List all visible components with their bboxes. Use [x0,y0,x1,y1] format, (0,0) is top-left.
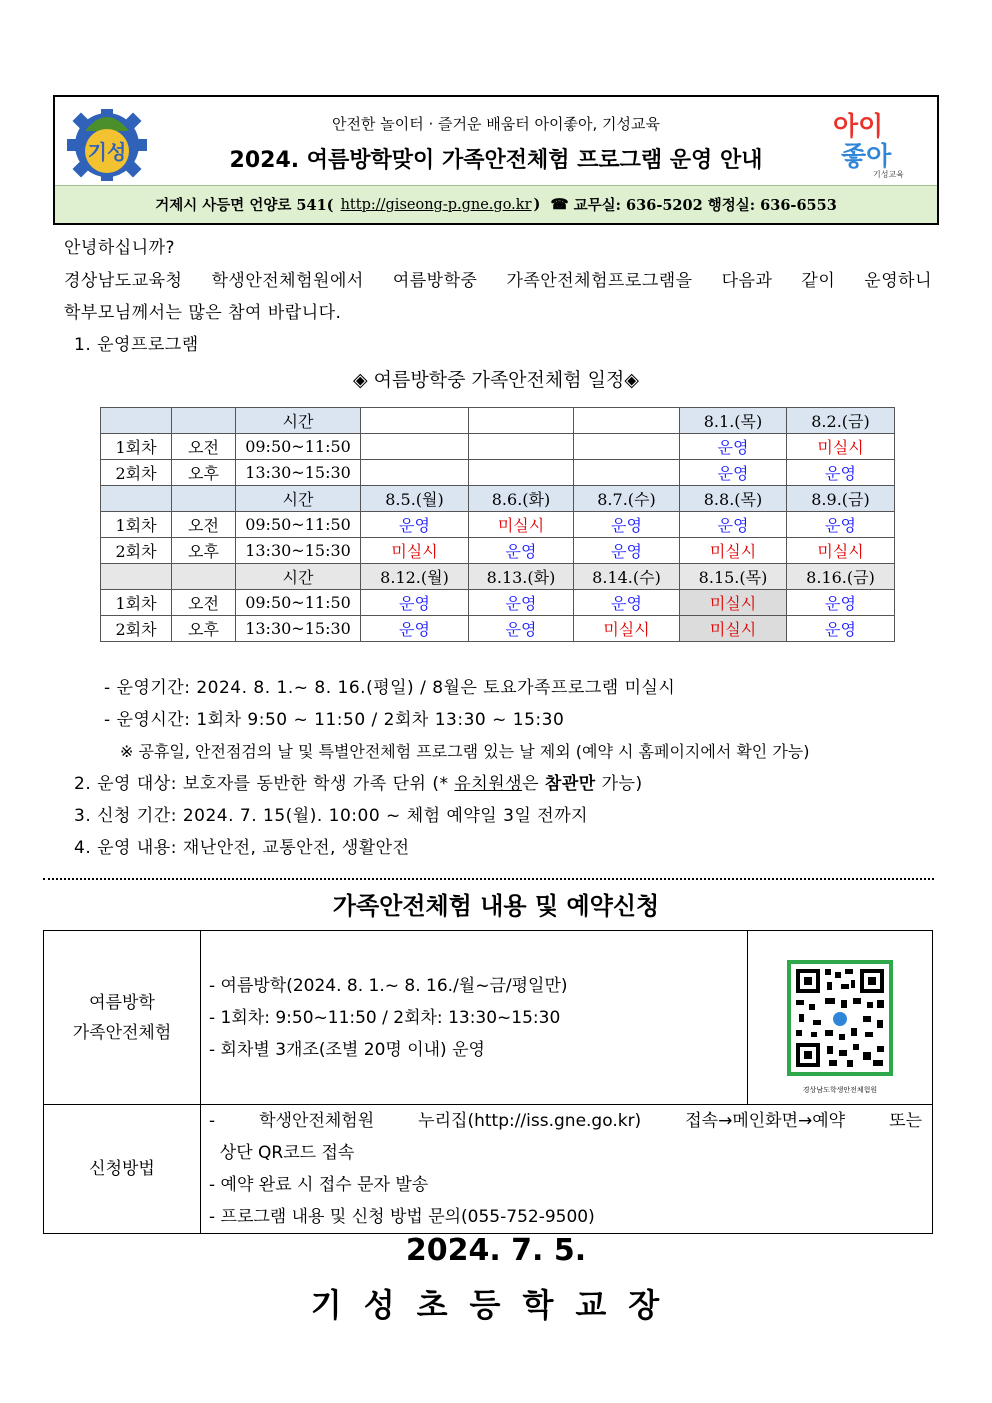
status-cell [361,434,469,460]
schedule-header-blank [172,564,236,590]
school-website-link[interactable]: http://giseong-p.gne.go.kr [340,196,532,213]
session-time: 09:50~11:50 [236,590,361,616]
target-suffix: 가능) [595,774,643,794]
session-session: 2회차 [101,460,172,486]
program-line: - 1회차: 9:50~11:50 / 2회차: 13:30~15:30 [209,1007,561,1028]
date-header: 8.8.(목) [680,486,787,512]
target-mid: 은 [522,774,545,794]
svg-text:기성교육: 기성교육 [873,170,904,179]
method-line: - 학생안전체험원 누리집(http://iss.gne.go.kr) 접속→메인화면→예약 또는 [209,1111,922,1131]
operation-hours: - 운영시간: 1회차 9:50 ~ 11:50 / 2회차 13:30 ~ 15:30 [104,710,565,730]
program-label [44,931,201,1105]
status-cell: 운영 [787,460,895,486]
session-time: 13:30~15:30 [236,460,361,486]
session-time: 13:30~15:30 [236,616,361,642]
status-cell [469,434,574,460]
date-header: 8.15.(목) [680,564,787,590]
date-header [361,408,469,434]
holiday-note: ※ 공휴일, 안전점검의 날 및 특별안전체험 프로그램 있는 날 제외 (예약 시 홈페이지에서 확인 가능) [120,742,810,761]
status-cell: 미실시 [469,512,574,538]
program-line: - 회차별 3개조(조별 20명 이내) 운영 [209,1039,485,1060]
program-details [201,931,748,1105]
address-bar [55,185,937,223]
qr-caption: 경상남도학생안전체험원 [802,1086,878,1094]
status-cell: 미실시 [787,538,895,564]
session-ampm: 오후 [172,616,236,642]
phone-numbers: 교무실: 636-5202 행정실: 636-6553 [573,197,837,214]
target-observe-only: 참관만 [544,774,596,794]
status-cell: 미실시 [680,590,787,616]
application-period: 3. 신청 기간: 2024. 7. 15(월). 10:00 ~ 체험 예약일 3일 전까지 [74,806,589,826]
method-line: - 예약 완료 시 접수 문자 발송 [209,1175,429,1195]
schedule-header-blank [101,408,172,434]
aijoa-logo [833,105,923,181]
status-cell [574,434,680,460]
session-session: 1회차 [101,590,172,616]
status-cell [469,460,574,486]
document-date: 2024. 7. 5. [405,1233,587,1268]
target-line [74,768,643,800]
date-header: 8.9.(금) [787,486,895,512]
method-line: 상단 QR코드 접속 [209,1143,355,1163]
session-ampm: 오후 [172,460,236,486]
principal-signature: 기성초등학교장 [310,1286,682,1324]
schedule-header-row [101,408,895,434]
session-session: 1회차 [101,434,172,460]
reservation-title: 가족안전체험 내용 및 예약신청 [332,892,660,920]
schedule-header-blank [172,486,236,512]
status-cell: 미실시 [680,616,787,642]
status-cell: 미실시 [361,538,469,564]
target-prefix: 2. 운영 대상: 보호자를 동반한 학생 가족 단위 (* [74,774,455,794]
schedule-row [101,512,895,538]
schedule-header-row [101,486,895,512]
date-header: 8.2.(금) [787,408,895,434]
operation-content: 4. 운영 내용: 재난안전, 교통안전, 생활안전 [74,838,410,858]
schedule-row [101,538,895,564]
status-cell: 운영 [361,616,469,642]
schedule-table [100,407,895,642]
intro-line-2: 학부모님께서는 많은 참여 바랍니다. [64,303,342,323]
svg-text:기성: 기성 [87,140,127,164]
dotted-divider [43,878,934,880]
method-label: 신청방법 [44,1105,201,1234]
status-cell: 운영 [469,590,574,616]
status-cell: 미실시 [787,434,895,460]
status-cell: 미실시 [574,616,680,642]
session-time: 09:50~11:50 [236,512,361,538]
schedule-row [101,590,895,616]
program-label-line-1: 여름방학 [89,992,155,1013]
date-header: 8.13.(화) [469,564,574,590]
date-header: 8.12.(월) [361,564,469,590]
status-cell: 운영 [680,512,787,538]
date-header: 8.7.(수) [574,486,680,512]
intro-line-1: 경상남도교육청 학생안전체험원에서 여름방학중 가족안전체험프로그램을 다음과 같이 운영하니 [64,271,932,291]
schedule-header-blank [101,486,172,512]
status-cell: 운영 [469,538,574,564]
session-ampm: 오전 [172,434,236,460]
status-cell: 운영 [787,512,895,538]
slogan: 안전한 놀이터 · 즐거운 배움터 아이좋아, 기성교육 [332,115,660,133]
svg-text:아이: 아이 [833,112,884,142]
status-cell: 운영 [787,616,895,642]
date-header: 8.5.(월) [361,486,469,512]
status-cell: 운영 [361,590,469,616]
session-session: 1회차 [101,512,172,538]
program-label-line-2: 가족안전체험 [72,1022,172,1043]
status-cell: 운영 [469,616,574,642]
target-kindergarten: 유치원생 [454,774,523,794]
status-cell: 운영 [574,590,680,616]
method-line: - 프로그램 내용 및 신청 방법 문의(055-752-9500) [209,1207,595,1227]
date-header: 8.14.(수) [574,564,680,590]
address-text: 거제시 사등면 언양로 541( [155,197,334,214]
date-header [574,408,680,434]
time-header: 시간 [236,564,361,590]
method-details [201,1105,933,1234]
svg-text:좋아: 좋아 [841,142,892,172]
program-line: - 여름방학(2024. 8. 1.~ 8. 16./월~금/평일만) [209,975,568,996]
phone-icon: ☎ [550,196,569,213]
date-header: 8.6.(화) [469,486,574,512]
status-cell: 운영 [361,512,469,538]
section-1-heading: 1. 운영프로그램 [74,335,199,355]
reservation-table [43,930,933,1234]
qr-code[interactable] [787,960,893,1076]
session-session: 2회차 [101,616,172,642]
schedule-title: ◈ 여름방학중 가족안전체험 일정◈ [353,369,639,391]
qr-cell [748,931,933,1105]
session-ampm: 오전 [172,512,236,538]
operation-period: - 운영기간: 2024. 8. 1.~ 8. 16.(평일) / 8월은 토요가족프로그램 미실시 [104,678,676,698]
date-header: 8.16.(금) [787,564,895,590]
schedule-header-blank [101,564,172,590]
date-header [469,408,574,434]
session-time: 09:50~11:50 [236,434,361,460]
session-session: 2회차 [101,538,172,564]
schedule-row [101,460,895,486]
status-cell: 운영 [787,590,895,616]
time-header: 시간 [236,486,361,512]
date-header: 8.1.(목) [680,408,787,434]
document-title: 2024. 여름방학맞이 가족안전체험 프로그램 운영 안내 [229,148,763,173]
address-close: ) [533,196,541,213]
status-cell: 운영 [574,512,680,538]
session-ampm: 오후 [172,538,236,564]
status-cell: 운영 [680,460,787,486]
status-cell: 미실시 [680,538,787,564]
schedule-row [101,616,895,642]
greeting: 안녕하십니까? [64,238,176,258]
status-cell [361,460,469,486]
status-cell: 운영 [680,434,787,460]
time-header: 시간 [236,408,361,434]
letterhead [53,95,939,225]
status-cell: 운영 [574,538,680,564]
schedule-row [101,434,895,460]
session-ampm: 오전 [172,590,236,616]
schedule-header-row [101,564,895,590]
session-time: 13:30~15:30 [236,538,361,564]
status-cell [574,460,680,486]
schedule-header-blank [172,408,236,434]
